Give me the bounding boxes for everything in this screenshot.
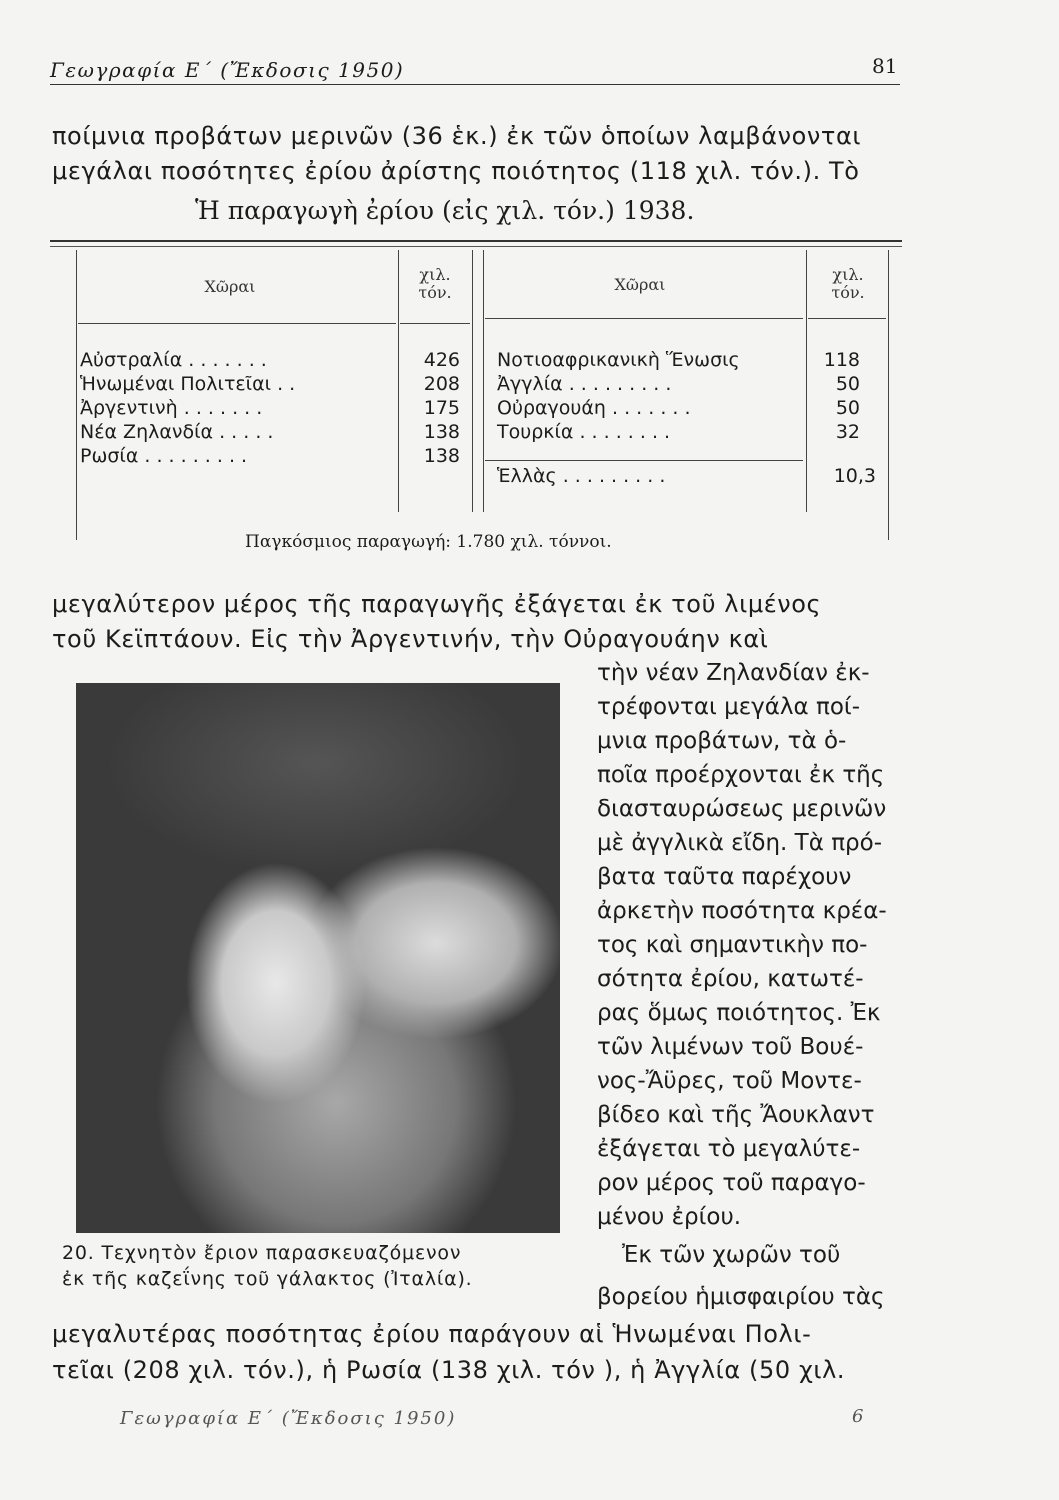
column-text-line: νος-Ἄϋρες, τοῦ Μοντε- (597, 1068, 862, 1094)
table-border-left (76, 250, 77, 540)
column-text-line: Ἐκ τῶν χωρῶν τοῦ (622, 1242, 841, 1268)
column-text-line: ρας ὅμως ποιότητος. Ἐκ (597, 1000, 881, 1026)
table-cell-country: Αὐστραλία . . . . . . . (80, 349, 267, 371)
table-cell-value: 138 (423, 445, 460, 467)
column-header-unit (810, 266, 886, 302)
header-rule (50, 84, 900, 85)
text-line: μεγαλυτέρας ποσότητας ἐρίου παράγουν αἱ Ἡνωμέναι Πολι- (52, 1320, 812, 1348)
table-cell-value: 208 (423, 373, 460, 395)
table-cell-country: Ἀγγλία . . . . . . . . . (497, 373, 672, 395)
table-cell-value: 118 (823, 349, 860, 371)
column-text-line: τος καὶ σημαντικὴν πο- (597, 932, 868, 958)
table-cell-value: 50 (835, 373, 860, 395)
table-header-rule (808, 318, 886, 319)
column-text-line: διασταυρώσεως μερινῶν (597, 796, 887, 822)
column-text-line: ρον μέρος τοῦ παραγο- (597, 1170, 866, 1196)
page-number: 81 (872, 54, 898, 78)
column-text-line: σότητα ἐρίου, κατωτέ- (597, 966, 864, 992)
table-cell-country: Ρωσία . . . . . . . . . (80, 445, 248, 467)
table-cell-value: 138 (423, 421, 460, 443)
column-text-line: ἐξάγεται τὸ μεγαλύτε- (597, 1136, 861, 1162)
table-col-divider (472, 250, 473, 512)
text-line: μεγάλαι ποσότητες ἐρίου ἀρίστης ποιότητος (118 χιλ. τόν.). Τὸ (52, 157, 860, 185)
signature-mark: Γεωγραφία Ε΄ (Ἔκδοσις 1950) (120, 1408, 457, 1429)
table-cell-country: Τουρκία . . . . . . . . (497, 421, 671, 443)
unit-line: χιλ. (419, 265, 451, 284)
column-text-line: τὴν νέαν Ζηλανδίαν ἐκ- (597, 660, 870, 686)
column-text-line: ποῖα προέρχονται ἐκ τῆς (597, 762, 885, 788)
table-cell-value: 10,3 (833, 465, 876, 487)
column-text-line: τρέφονται μεγάλα ποί- (597, 694, 860, 720)
table-title: Ἡ παραγωγὴ ἐρίου (εἰς χιλ. τόν.) 1938. (195, 196, 695, 225)
column-header-unit (402, 266, 468, 302)
table-cell-value: 32 (835, 421, 860, 443)
unit-line: τόν. (831, 283, 865, 302)
table-cell-country: Ἑλλὰς . . . . . . . . . (497, 465, 666, 487)
column-header-countries: Χῶραι (204, 277, 256, 296)
figure-caption: ἐκ τῆς καζεΐνης τοῦ γάλακτος (Ἰταλία). (62, 1268, 473, 1290)
unit-line: χιλ. (832, 265, 864, 284)
table-cell-country: Νέα Ζηλανδία . . . . . (80, 421, 274, 443)
table-col-divider (806, 250, 807, 512)
table-cell-value: 50 (835, 397, 860, 419)
text-line: μεγαλύτερον μέρος τῆς παραγωγῆς ἐξάγεται ἐκ τοῦ λιμένος (52, 590, 822, 618)
table-row-rule (485, 460, 803, 461)
table-top-rule (50, 240, 902, 242)
figure-caption: 20. Τεχνητὸν ἔριον παρασκευαζόμενον (62, 1242, 462, 1264)
table-cell-country: Νοτιοαφρικανικὴ Ἕνωσις (497, 349, 740, 371)
table-cell-value: 175 (423, 397, 460, 419)
column-text-line: μένου ἐρίου. (597, 1204, 742, 1230)
column-text-line: ἀρκετὴν ποσότητα κρέα- (597, 898, 887, 924)
column-text-line: βίδεο καὶ τῆς Ἄουκλαντ (597, 1102, 875, 1128)
table-border-right (888, 250, 889, 540)
table-cell-country: Οὐραγουάη . . . . . . . (497, 397, 691, 419)
table-header-rule (485, 318, 803, 319)
text-line: ποίμνια προβάτων μερινῶν (36 ἑκ.) ἐκ τῶν ὁποίων λαμβάνονται (52, 122, 862, 150)
column-header-countries: Χῶραι (614, 275, 666, 294)
artificial-wool-photo (76, 683, 560, 1233)
table-top-rule-thin (50, 246, 902, 247)
table-col-divider (483, 250, 484, 512)
column-text-line: βατα ταῦτα παρέχουν (597, 864, 852, 890)
table-header-rule (400, 323, 470, 324)
table-col-divider (398, 250, 399, 512)
signature-number: 6 (852, 1406, 864, 1427)
text-line: τοῦ Κεϊπτάουν. Εἰς τὴν Ἀργεντινήν, τὴν Οὐραγουάην καὶ (52, 625, 769, 653)
column-text-line: μὲ ἀγγλικὰ εἴδη. Τὰ πρό- (597, 830, 883, 856)
table-cell-value: 426 (423, 349, 460, 371)
column-text-line: βορείου ἡμισφαιρίου τὰς (597, 1284, 885, 1310)
running-header: Γεωγραφία Ε΄ (Ἔκδοσις 1950) (50, 58, 405, 82)
column-text-line: τῶν λιμένων τοῦ Βουέ- (597, 1034, 864, 1060)
column-text-line: μνια προβάτων, τὰ ὁ- (597, 728, 847, 754)
text-line: τεῖαι (208 χιλ. τόν.), ἡ Ρωσία (138 χιλ. τόν ), ἡ Ἀγγλία (50 χιλ. (52, 1356, 846, 1384)
table-header-rule (78, 323, 396, 324)
table-cell-country: Ἡνωμέναι Πολιτεῖαι . . (80, 373, 296, 395)
table-cell-country: Ἀργεντινὴ . . . . . . . (80, 397, 263, 419)
table-total: Παγκόσμιος παραγωγή: 1.780 χιλ. τόννοι. (245, 532, 612, 552)
unit-line: τόν. (418, 283, 452, 302)
